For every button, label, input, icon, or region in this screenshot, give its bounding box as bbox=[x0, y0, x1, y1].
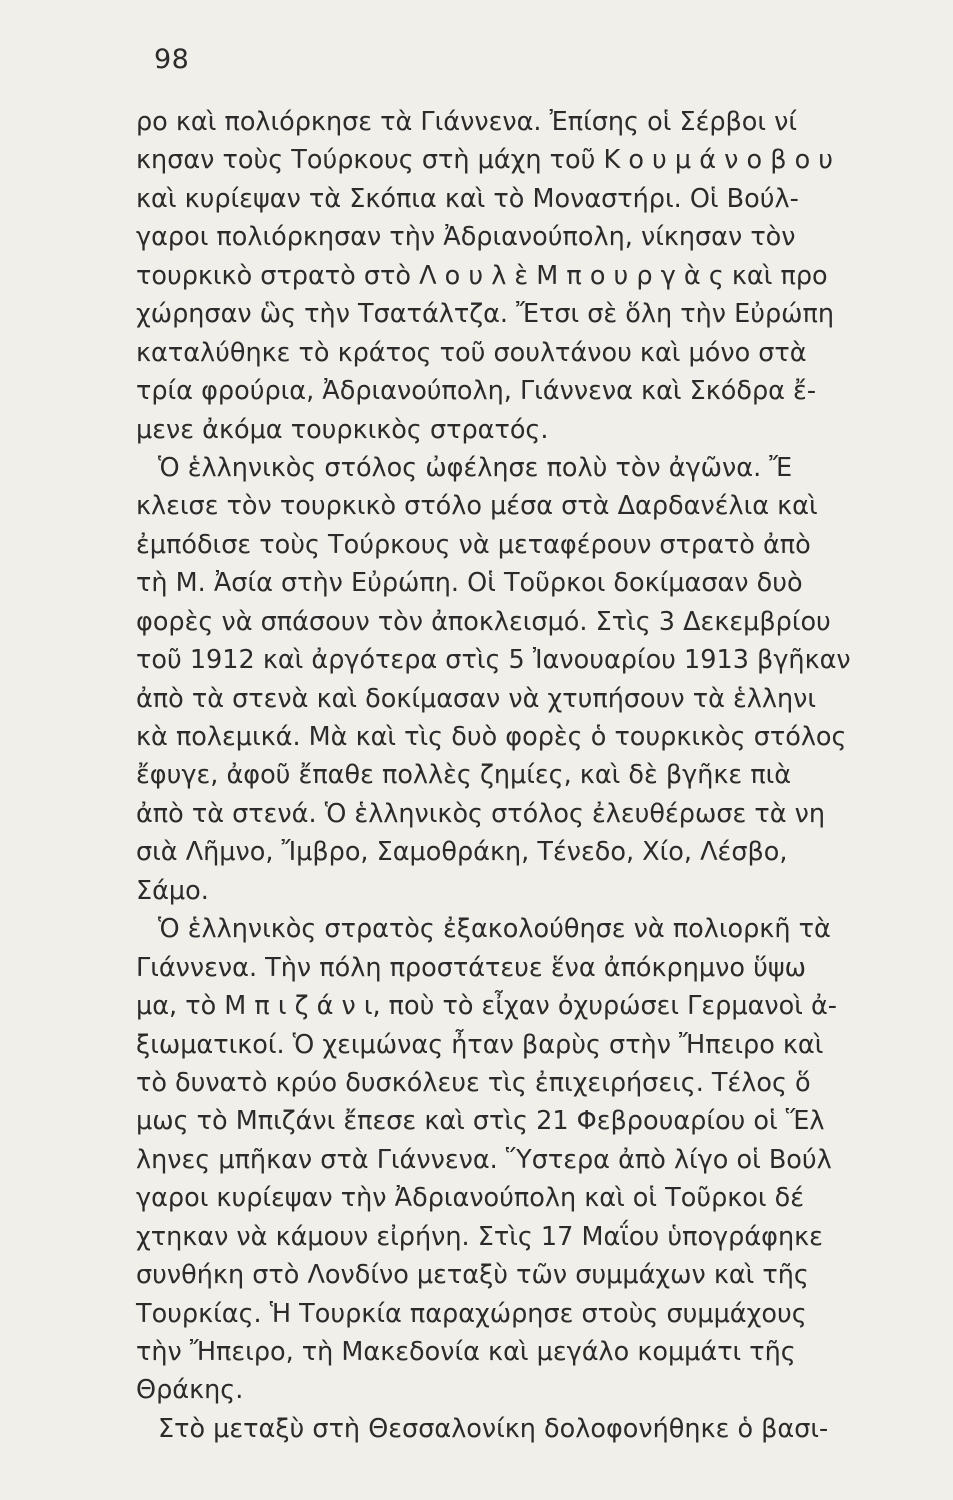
text-line: τὸ δυνατὸ κρύο δυσκόλευε τὶς ἐπιχειρήσεις. Τέλος ὅ bbox=[136, 1067, 811, 1098]
text-line: τὴν Ἤπειρο, τὴ Μακεδονία καὶ μεγάλο κομμάτι τῆς bbox=[136, 1337, 796, 1367]
text-line: συνθήκη στὸ Λονδίνο μεταξὺ τῶν συμμάχων καὶ τῆς bbox=[136, 1260, 809, 1291]
text-line: Γιάννενα. Τὴν πόλη προστάτευε ἕνα ἀπόκρημνο ὕψω bbox=[136, 952, 807, 983]
text-line: σιὰ Λῆμνο, Ἴμβρο, Σαμοθράκη, Τένεδο, Χίο, Λέσβο, bbox=[136, 837, 788, 868]
text-line: Σάμο. bbox=[136, 875, 209, 906]
text-line: Θράκης. bbox=[136, 1375, 244, 1406]
text-line: τοῦ 1912 καὶ ἀργότερα στὶς 5 Ἰανουαρίου 1913 βγῆκαν bbox=[136, 645, 851, 676]
text-line: Ὁ ἑλληνικὸς στρατὸς ἐξακολούθησε νὰ πολιορκῆ τὰ bbox=[158, 914, 831, 945]
text-line: κησαν τοὺς Τούρκους στὴ μάχη τοῦ Κ ο υ μ ά ν ο β ο υ bbox=[136, 145, 834, 176]
text-line: μως τὸ Μπιζάνι ἔπεσε καὶ στὶς 21 Φεβρουαρίου οἱ Ἕλ bbox=[136, 1106, 825, 1137]
text-line: Στὸ μεταξὺ στὴ Θεσσαλονίκη δολοφονήθηκε ὁ βασι- bbox=[158, 1413, 829, 1444]
page-number: 98 bbox=[154, 44, 190, 75]
text-line: μα, τὸ Μ π ι ζ ά ν ι, ποὺ τὸ εἶχαν ὀχυρώσει Γερμανοὶ ἀ- bbox=[136, 991, 837, 1022]
text-line: ἔφυγε, ἀφοῦ ἔπαθε πολλὲς ζημίες, καὶ δὲ βγῆκε πιὰ bbox=[136, 760, 792, 791]
text-line: τουρκικὸ στρατὸ στὸ Λ ο υ λ ὲ Μ π ο υ ρ γ ὰ ς καὶ προ bbox=[136, 260, 828, 291]
text-line: ἐμπόδισε τοὺς Τούρκους νὰ μεταφέρουν στρατὸ ἀπὸ bbox=[136, 529, 811, 560]
text-line: ἀπὸ τὰ στενά. Ὁ ἑλληνικὸς στόλος ἐλευθέρωσε τὰ νη bbox=[136, 798, 826, 829]
text-line: ληνες μπῆκαν στὰ Γιάννενα. Ὕστερα ἀπὸ λίγο οἱ Βούλ bbox=[136, 1144, 832, 1175]
text-line: χώρησαν ὣς τὴν Τσατάλτζα. Ἔτσι σὲ ὅλη τὴν Εὐρώπη bbox=[136, 299, 835, 330]
text-line: ρο καὶ πολιόρκησε τὰ Γιάννενα. Ἐπίσης οἱ Σέρβοι νί bbox=[136, 107, 798, 137]
text-line: γαροι πολιόρκησαν τὴν Ἀδριανούπολη, νίκησαν τὸν bbox=[136, 222, 796, 253]
text-line: Τουρκίας. Ἡ Τουρκία παραχώρησε στοὺς συμμάχους bbox=[136, 1298, 807, 1329]
text-line: ἀπὸ τὰ στενὰ καὶ δοκίμασαν νὰ χτυπήσουν τὰ ἑλληνι bbox=[136, 683, 817, 714]
text-line: φορὲς νὰ σπάσουν τὸν ἀποκλεισμό. Στὶς 3 Δεκεμβρίου bbox=[136, 606, 831, 637]
text-line: κὰ πολεμικά. Μὰ καὶ τὶς δυὸ φορὲς ὁ τουρκικὸς στόλος bbox=[136, 722, 847, 752]
text-line: Ὁ ἑλληνικὸς στόλος ὠφέλησε πολὺ τὸν ἀγῶνα. Ἔ bbox=[158, 452, 793, 483]
text-line: τρία φρούρια, Ἀδριανούπολη, Γιάννενα καὶ Σκόδρα ἔ- bbox=[136, 376, 817, 407]
text-line: μενε ἀκόμα τουρκικὸς στρατός. bbox=[136, 414, 549, 445]
text-line: καὶ κυρίεψαν τὰ Σκόπια καὶ τὸ Μοναστήρι. Οἱ Βούλ- bbox=[136, 183, 799, 214]
text-line: καταλύθηκε τὸ κράτος τοῦ σουλτάνου καὶ μόνο στὰ bbox=[136, 337, 807, 368]
text-line: κλεισε τὸν τουρκικὸ στόλο μέσα στὰ Δαρδανέλια καὶ bbox=[136, 491, 818, 522]
text-line: ξιωματικοί. Ὁ χειμώνας ἦταν βαρὺς στὴν Ἤπειρο καὶ bbox=[136, 1029, 824, 1060]
text-line: τὴ Μ. Ἀσία στὴν Εὐρώπη. Οἱ Τοῦρκοι δοκίμασαν δυὸ bbox=[136, 568, 803, 599]
text-line: γαροι κυρίεψαν τὴν Ἀδριανούπολη καὶ οἱ Τοῦρκοι δέ bbox=[136, 1183, 805, 1214]
body-text bbox=[136, 103, 906, 1448]
text-line: χτηκαν νὰ κάμουν εἰρήνη. Στὶς 17 Μαΐου ὑπογράφηκε bbox=[136, 1221, 823, 1252]
